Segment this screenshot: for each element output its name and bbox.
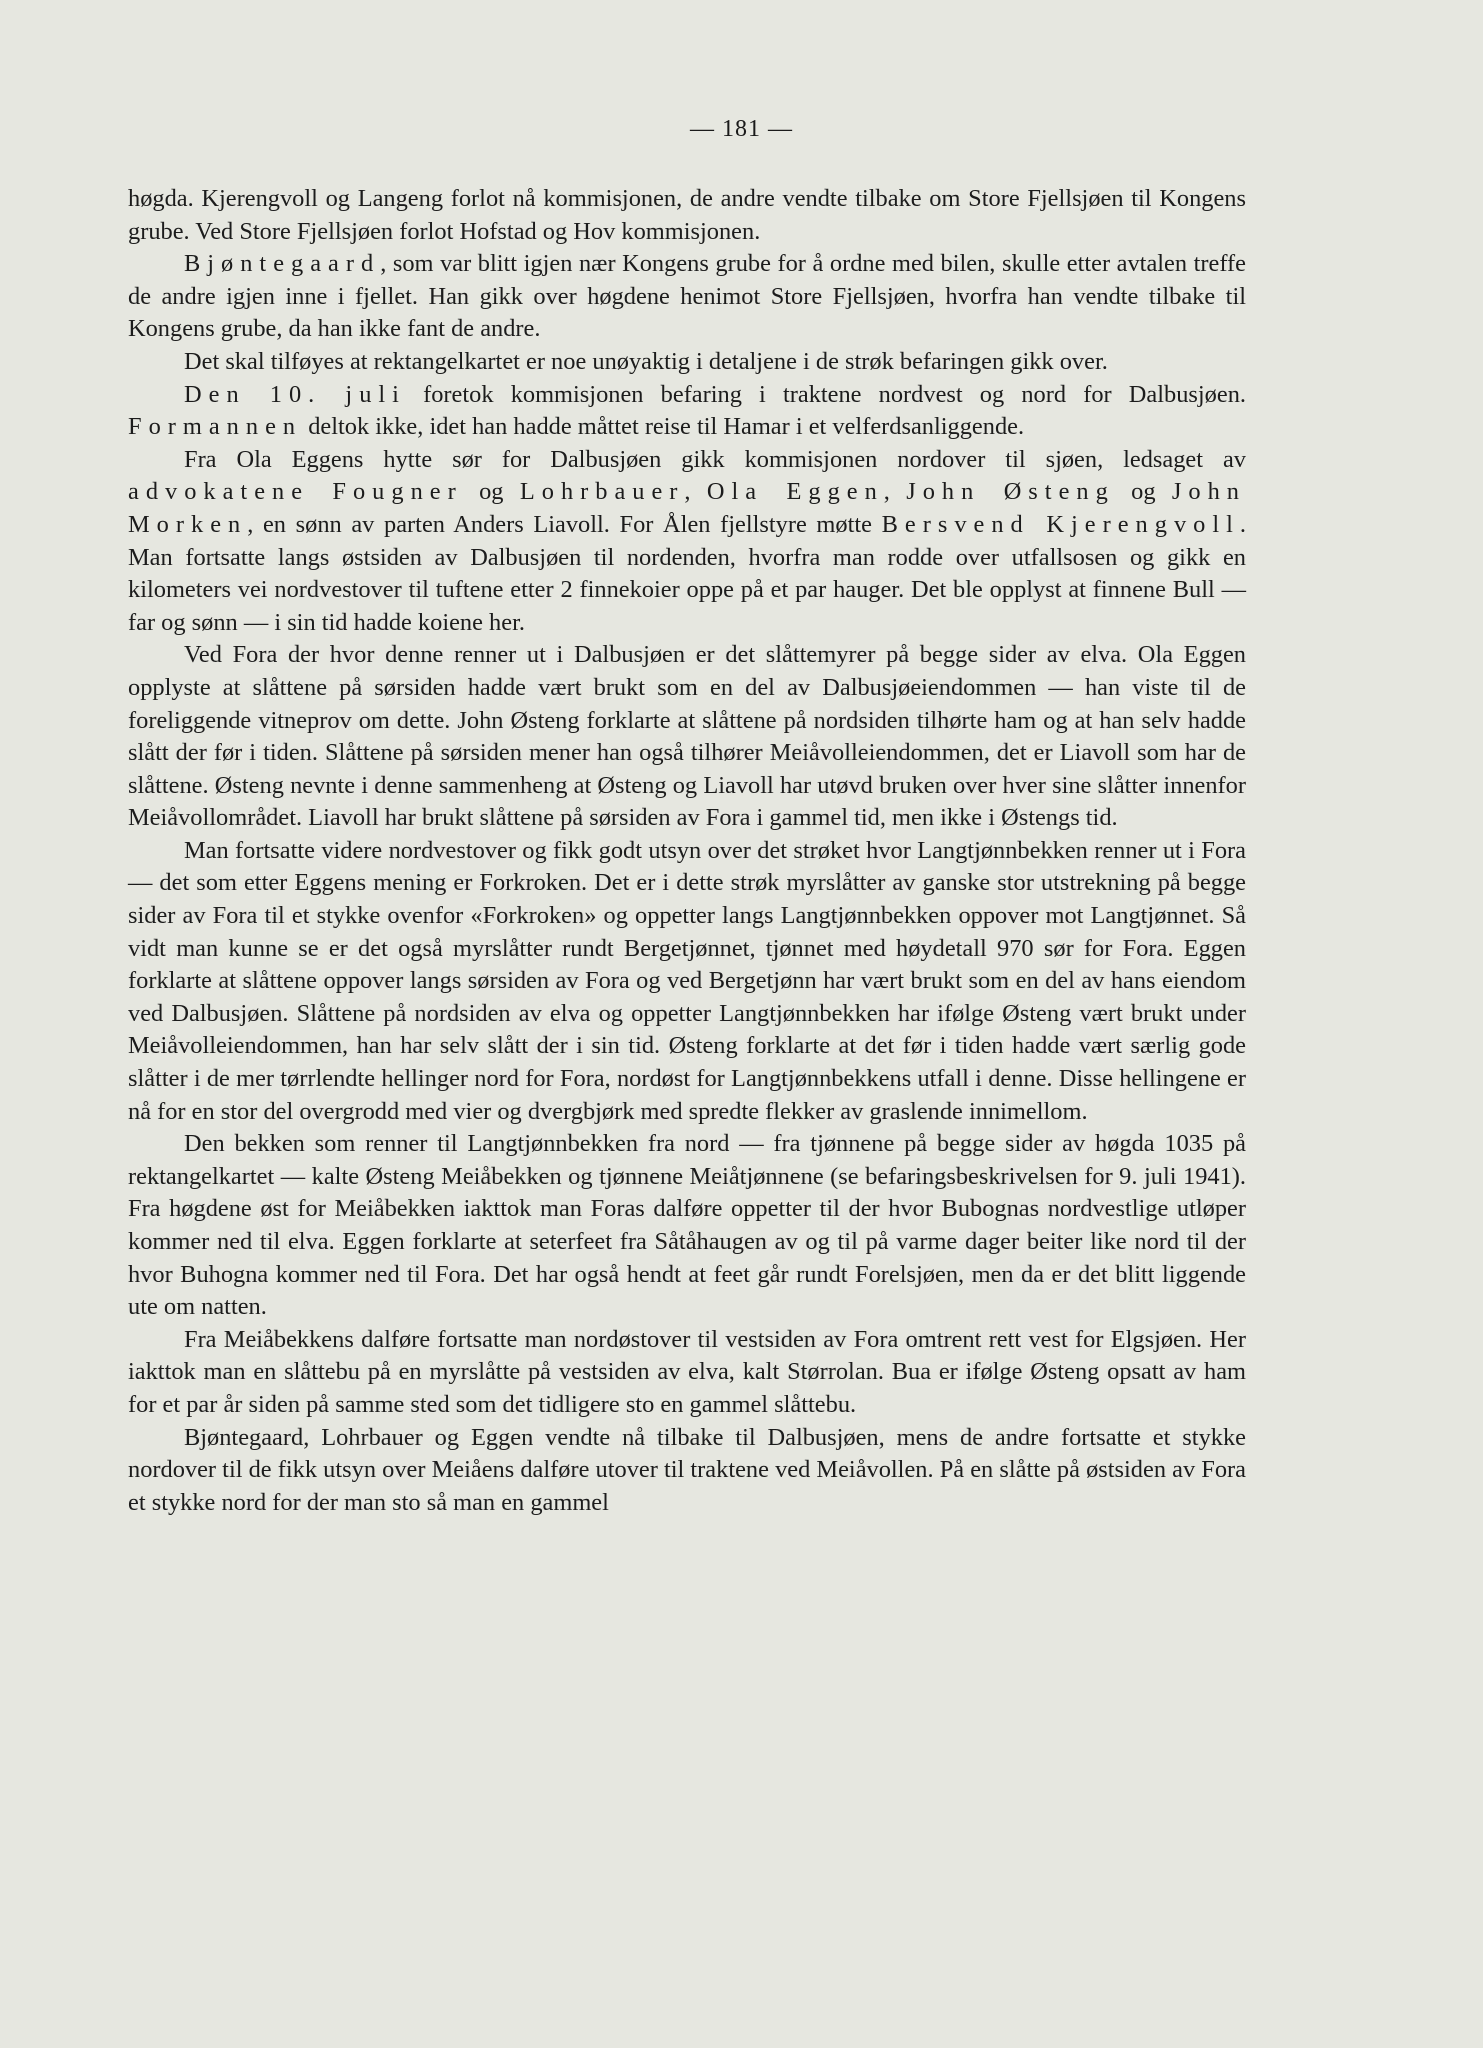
spaced-name: Formannen [128,413,303,441]
paragraph [128,346,1246,379]
paragraph [128,444,1246,640]
paragraph [128,639,1246,835]
paragraph [128,248,1246,346]
text-run: , [684,478,707,506]
text-run: deltok ikke, idet han hadde måttet reise til Hamar i et velferdsanliggende. [302,413,1025,441]
text-run: Ved Fora der hvor denne renner ut i Dalbusjøen er det slåttemyrer på begge sider av elva. Ola Eggen opplyste at slåttene på sørsiden hadde vært brukt som en del av Dalbusjøeiendommen — han viste til de foreliggende vitneprov om dette. John Østeng forklarte at slåttene på nordsiden tilhørte ham og at han selv hadde slått der før i tiden. Slåttene på sørsiden mener han også tilhører Meiåvolleiendommen, det er Liavoll som har de slåttene. Østeng nevnte i denne sammenheng at Østeng og Liavoll har utøvd bruken over hver sine slåtter innenfor Meiåvollområdet. Liavoll har brukt slåttene på sørsiden av Fora i gammel tid, men ikke i Østengs tid. [128,641,1246,832]
text-run: . Man fortsatte langs østsiden av Dalbusjøen til nordenden, hvorfra man rodde over utfallsosen og gikk en kilometers vei nordvestover til tuftene etter 2 finnekoier oppe på et par hauger. Det ble opplyst at finnene Bull — far og sønn — i sin tid hadde koiene her. [128,510,1246,636]
text-run: og [1114,478,1172,506]
text-run: Det skal tilføyes at rektangelkartet er noe unøyaktig i detaljene i de strøk befaringen gikk over. [184,347,1108,375]
text-run: og [462,478,520,506]
text-run: Bjøntegaard, Lohrbauer og Eggen vendte nå tilbake til Dalbusjøen, mens de andre fortsatte et stykke nordover til de fikk utsyn over Meiåens dalføre utover til traktene ved Meiåvollen. På en slåtte på østsiden av Fora et stykke nord for der man sto så man en gammel [128,1423,1246,1516]
spaced-name: Bjøntegaard [184,250,381,278]
text-run: Fra Meiåbekkens dalføre fortsatte man nordøstover til vestsiden av Fora omtrent rett vest for Elgsjøen. Her iakttok man en slåttebu på en myrslåtte på vestsiden av elva, kalt Størrolan. Bua er ifølge Østeng opsatt av ham for et par år siden på samme sted som det tidligere sto en gammel slåttebu. [128,1325,1246,1418]
text-run: Den bekken som renner til Langtjønnbekken fra nord — fra tjønnene på begge sider av høgda 1035 på rektangelkartet — kalte Østeng Meiåbekken og tjønnene Meiåtjønnene (se befaringsbeskrivelsen for 9. juli 1941). Fra høgdene øst for Meiåbekken iakttok man Foras dalføre oppetter til der hvor Bubognas nordvestlige utløper kommer ned til elva. Eggen forklarte at seterfeet fra Såtåhaugen av og til på varme dager beiter like nord til der hvor Buhogna kommer ned til Fora. Det har også hendt at feet går rundt Forelsjøen, men da er det blitt liggende ute om natten. [128,1130,1246,1321]
text-run: , [883,478,907,506]
spaced-name: Lohrbauer [519,478,685,506]
spaced-name: John Morken [128,478,1246,538]
text-run: høgda. Kjerengvoll og Langeng forlot nå kommisjonen, de andre vendte tilbake om Store Fjellsjøen til Kongens grube. Ved Store Fjellsjøen forlot Hofstad og Hov kommisjonen. [128,185,1246,245]
text-run: , som var blitt igjen nær Kongens grube for å ordne med bilen, skulle etter avtalen treffe de andre igjen inne i fjellet. Han gikk over høgdene henimot Store Fjellsjøen, hvorfra han vendte tilbake til Kongens grube, da han ikke fant de andre. [128,250,1246,343]
paragraph [128,1422,1246,1520]
text-run: , en sønn av parten Anders Liavoll. For Ålen fjellstyre møtte [247,510,882,538]
paragraph [128,183,1246,248]
paragraph [128,835,1246,1128]
text-run: Fra Ola Eggens hytte sør for Dalbusjøen gikk kommisjonen nordover til sjøen, ledsaget av [184,445,1246,473]
paragraph [128,1128,1246,1324]
paragraph [128,1324,1246,1422]
spaced-name: Ola Eggen [706,478,884,506]
spaced-name: John Østeng [906,478,1115,506]
spaced-name: advokatene Fougner [128,478,463,506]
text-run: Man fortsatte videre nordvestover og fikk godt utsyn over det strøket hvor Langtjønnbekken renner ut i Fora — det som etter Eggens mening er Forkroken. Det er i dette strøk myrslåtter av ganske stor utstrekning på begge sider av Fora til et stykke ovenfor «Forkroken» og oppetter langs Langtjønnbekken oppover mot Langtjønnet. Så vidt man kunne se er det også myrslåtter rundt Bergetjønnet, tjønnet med høydetall 970 sør for Fora. Eggen forklarte at slåttene oppover langs sørsiden av Fora og ved Bergetjønn har vært brukt som en del av hans eiendom ved Dalbusjøen. Slåttene på nordsiden av elva og oppetter Langtjønnbekken har ifølge Østeng vært brukt under Meiåvolleiendommen, han har selv slått der i sin tid. Østeng forklarte at det før i tiden hadde vært særlig gode slåtter i de mer tørrlendte hellinger nord for Fora, nordøst for Langtjønnbekkens utfall i denne. Disse hellingene er nå for en stor del overgrodd med vier og dvergbjørk med spredte flekker av graslende innimellom. [128,836,1246,1125]
body-text [128,183,1246,1519]
spaced-name: Bersvend Kjerengvoll [881,510,1240,538]
text-run: foretok kommisjonen befaring i traktene nordvest og nord for Dalbusjøen. [405,380,1246,408]
paragraph [128,379,1246,444]
spaced-name: Den 10. juli [184,380,406,408]
page-number: — 181 — [690,116,793,142]
